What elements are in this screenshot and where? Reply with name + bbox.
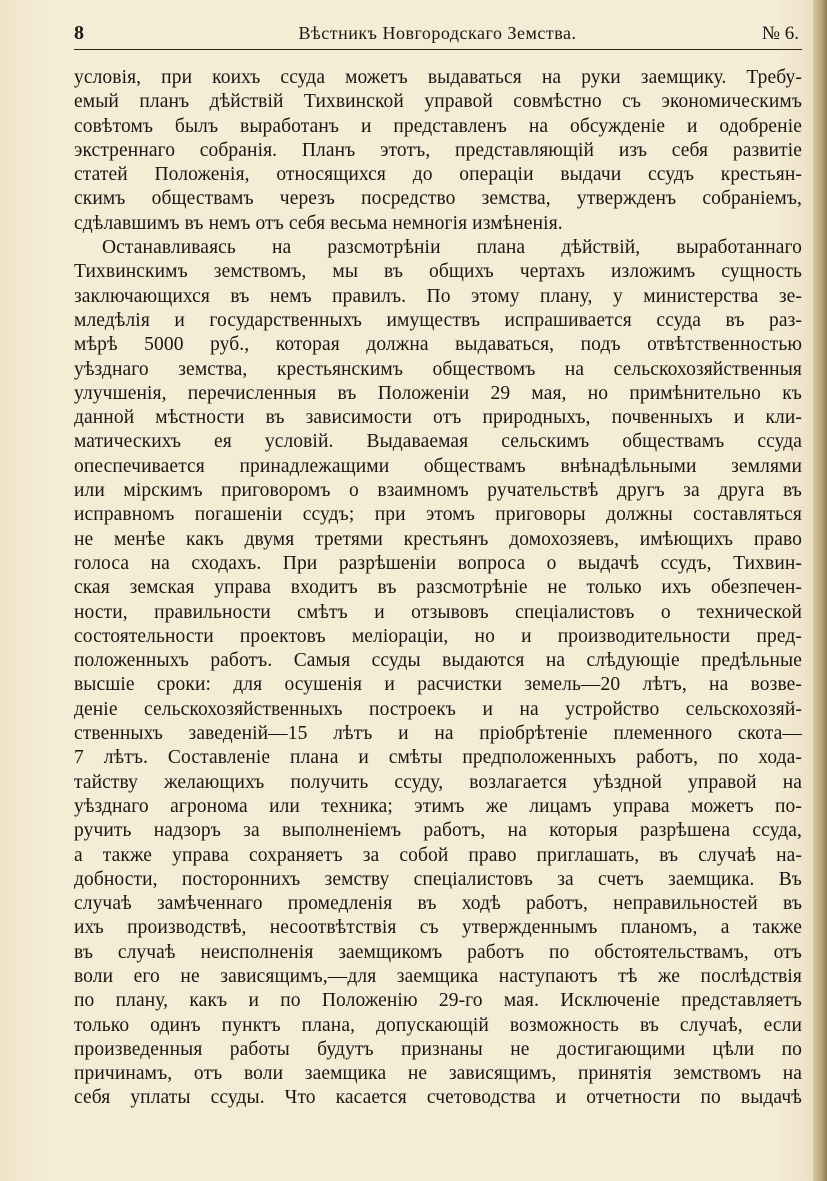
text-line: заключающихся въ немъ правилъ. По этому плану, у министерства зе- [74, 285, 802, 307]
text-line: 7 лѣтъ. Составленіе плана и смѣты предположенныхъ работъ, по хода- [74, 747, 802, 769]
text-line: ручить надзоръ за выполненіемъ работъ, на которыя разрѣшена ссуда, [74, 820, 802, 842]
text-line: причинамъ, отъ воли заемщика не зависящимъ, принятія земствомъ на [74, 1063, 802, 1085]
text-line: не менѣе какъ двумя третями крестьянъ домохозяевъ, имѣющихъ право [74, 528, 802, 550]
text-line: емый планъ дѣйствій Тихвинской управой совмѣстно съ экономическимъ [74, 91, 802, 113]
text-line: въ случаѣ неисполненія заемщикомъ работъ по обстоятельствамъ, отъ [74, 941, 802, 963]
text-line: матическихъ ея условій. Выдаваемая сельскимъ обществамъ ссуда [74, 431, 802, 453]
text-line: по плану, какъ и по Положенію 29-го мая. Исключеніе представляетъ [74, 990, 802, 1012]
text-line: скимъ обществамъ черезъ посредство земства, утвержденъ собраніемъ, [74, 188, 802, 210]
text-line: исправномъ погашеніи ссудъ; при этомъ приговоры должны составляться [74, 504, 802, 526]
page-edge [813, 0, 827, 1181]
text-line: мѣрѣ 5000 руб., которая должна выдаваться, подъ отвѣтственностью [74, 334, 802, 356]
text-line: воли его не зависящимъ,—для заемщика наступаютъ тѣ же послѣдствія [74, 965, 802, 987]
text-line: ихъ производствѣ, несоотвѣтствія съ утвержденнымъ планомъ, а также [74, 917, 802, 939]
text-line: деніе сельскохозяйственныхъ построекъ и на устройство сельскохозяй- [74, 698, 802, 720]
text-line: случаѣ замѣченнаго промедленія въ ходѣ работъ, неправильностей въ [74, 893, 802, 915]
text-line: уѣзднаго земства, крестьянскимъ обществомъ на сельскохозяйственныя [74, 358, 802, 380]
text-line: добности, постороннихъ земству спеціалистовъ за счетъ заемщика. Въ [74, 868, 802, 890]
text-line: ности, правильности смѣтъ и отзывовъ спеціалистовъ о технической [74, 601, 802, 623]
text-line: а также управа сохраняетъ за собой право приглашать, въ случаѣ на- [74, 844, 802, 866]
text-line: данной мѣстности въ зависимости отъ природныхъ, почвенныхъ и кли- [74, 407, 802, 429]
text-line: себя уплаты ссуды. Что касается счетоводства и отчетности по выдачѣ [74, 1087, 802, 1109]
text-line: только одинъ пунктъ плана, допускающій возможность въ случаѣ, если [74, 1014, 802, 1036]
issue-number: № 6. [761, 23, 799, 44]
text-line: Останавливаясь на разсмотрѣніи плана дѣйствій, выработаннаго [102, 237, 802, 259]
text-line: мледѣлія и государственныхъ имуществъ испрашивается ссуда въ раз- [74, 309, 802, 331]
text-line: ственныхъ заведеній—15 лѣтъ и на пріобрѣтеніе племенного скота— [74, 723, 802, 745]
text-line: статей Положенія, относящихся до операціи выдачи ссудъ крестьян- [74, 164, 802, 186]
text-line: высшіе сроки: для осушенія и расчистки земель—20 лѣтъ, на возве- [74, 674, 802, 696]
text-line: условія, при коихъ ссуда можетъ выдаваться на руки заемщику. Требу- [74, 67, 802, 88]
text-line: состоятельности проектовъ меліораціи, но и производительности пред- [74, 625, 802, 647]
text-line: экстреннаго собранія. Планъ этотъ, представляющій изъ себя развитіе [74, 139, 802, 161]
text-line: положенныхъ работъ. Самыя ссуды выдаются на слѣдующіе предѣльные [74, 650, 802, 672]
text-line: совѣтомъ былъ выработанъ и представленъ на обсужденіе и одобреніе [74, 115, 802, 137]
text-line: ская земская управа входитъ въ разсмотрѣніе не только ихъ обезпечен- [74, 577, 802, 599]
text-line: тайству желающихъ получить ссуду, возлагается уѣздной управой на [74, 771, 802, 793]
page-number: 8 [74, 22, 84, 44]
text-line: Тихвинскимъ земствомъ, мы въ общихъ чертахъ изложимъ сущность [74, 261, 802, 283]
text-line: опеспечивается принадлежащими обществамъ внѣнадѣльными землями [74, 455, 802, 477]
text-line: улучшенія, перечисленныя въ Положеніи 29 мая, но примѣнительно къ [74, 382, 802, 404]
page-header [70, 18, 805, 48]
text-line: или мірскимъ приговоромъ о взаимномъ ручательствѣ другъ за друга въ [74, 480, 802, 502]
text-line: сдѣлавшимъ въ немъ отъ себя весьма немногія измѣненія. [74, 212, 563, 234]
running-title: Вѣстникъ Новгородскаго Земства. [298, 23, 577, 43]
text-line: уѣзднаго агронома или техника; этимъ же лицамъ управа можетъ по- [74, 795, 802, 817]
text-line: произведенныя работы будутъ признаны не достигающими цѣли по [74, 1038, 802, 1060]
body-text [74, 66, 802, 1111]
text-line: голоса на сходахъ. При разрѣшеніи вопроса о выдачѣ ссудъ, Тихвин- [74, 552, 802, 574]
header-rule [74, 49, 802, 50]
